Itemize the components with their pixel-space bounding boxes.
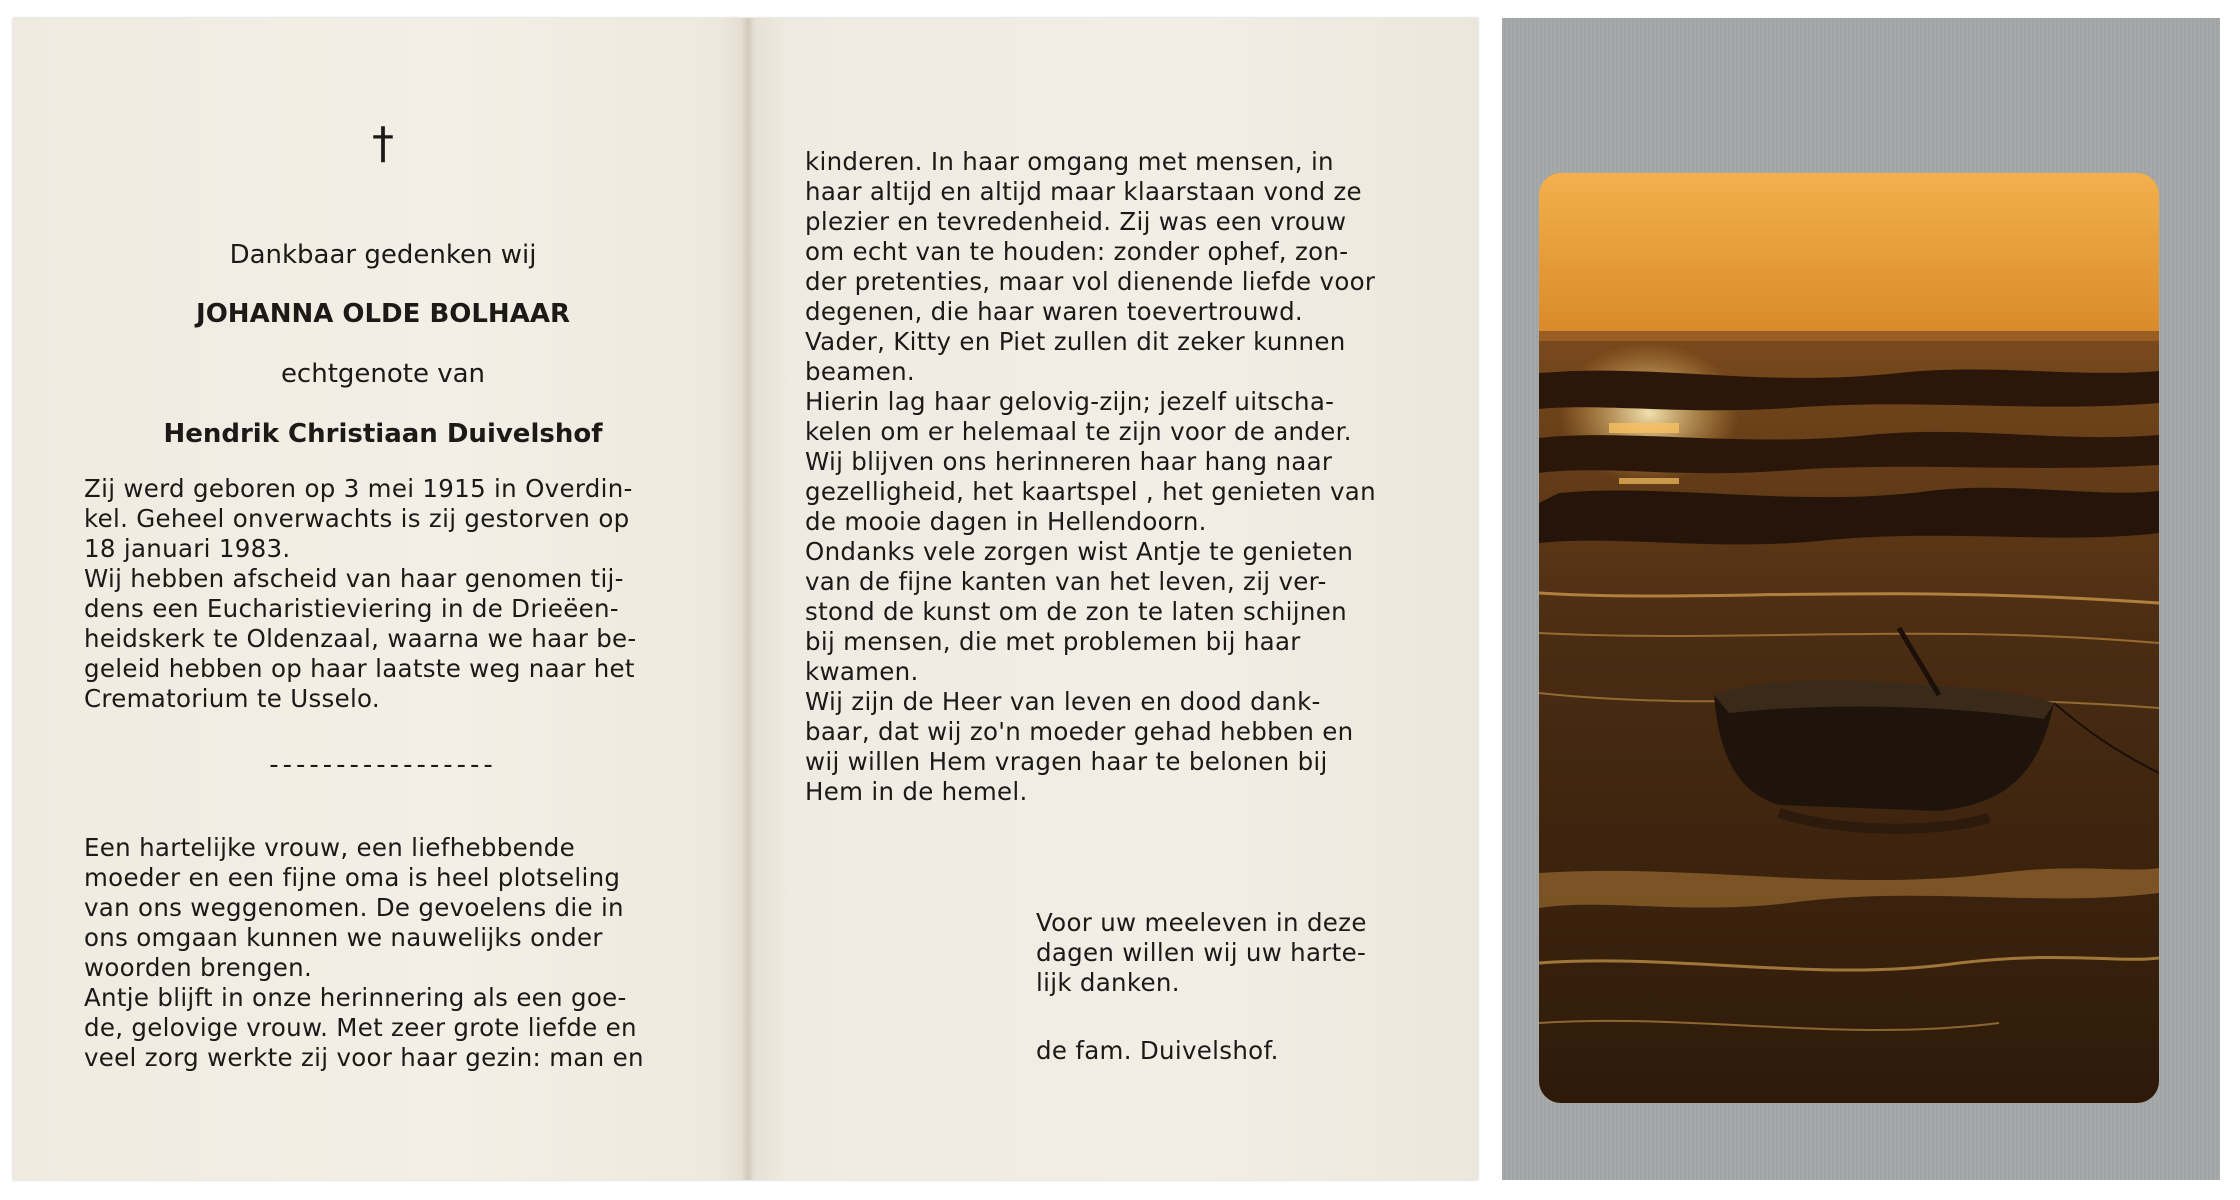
text-line: lijk danken. xyxy=(1036,968,1180,997)
text-line: der pretenties, maar vol dienende liefde voor xyxy=(805,267,1376,296)
text-line: de mooie dagen in Hellendoorn. xyxy=(805,507,1207,536)
left-paragraphs-top xyxy=(84,474,690,714)
memorial-card-cover xyxy=(1502,18,2220,1180)
text-line: beamen. xyxy=(805,357,915,386)
text-line: plezier en tevredenheid. Zij was een vrouw xyxy=(805,207,1347,236)
text-line: Voor uw meeleven in deze xyxy=(1036,908,1367,937)
spouse-label: echtgenote van xyxy=(280,359,486,389)
thanks-block xyxy=(1036,908,1436,998)
sunset-boat-photo xyxy=(1539,173,2159,1103)
text-line: ons omgaan kunnen we nauwelijks onder xyxy=(84,923,603,952)
text-line: Wij hebben afscheid van haar genomen tij- xyxy=(84,564,624,593)
text-line: moeder en een fijne oma is heel plotseling xyxy=(84,863,621,892)
text-line: wij willen Hem vragen haar te belonen bij xyxy=(805,747,1328,776)
text-line: kinderen. In haar omgang met mensen, in xyxy=(805,147,1334,176)
text-line: bij mensen, die met problemen bij haar xyxy=(805,627,1301,656)
cross-icon: † xyxy=(372,118,394,169)
text-line: Hierin lag haar gelovig-zijn; jezelf uitscha- xyxy=(805,387,1335,416)
text-line: 18 januari 1983. xyxy=(84,534,291,563)
sunset-boat-image xyxy=(1539,173,2159,1103)
deceased-name: JOHANNA OLDE BOLHAAR xyxy=(196,299,570,329)
signature: de fam. Duivelshof. xyxy=(1036,1036,1279,1065)
text-line: kelen om er helemaal te zijn voor de ander. xyxy=(805,417,1352,446)
text-line: kwamen. xyxy=(805,657,919,686)
text-line: veel zorg werkte zij voor haar gezin: man en xyxy=(84,1043,644,1072)
text-line: dens een Eucharistieviering in de Drieëen- xyxy=(84,594,619,623)
text-line: de, gelovige vrouw. Met zeer grote liefde en xyxy=(84,1013,637,1042)
text-line: kel. Geheel onverwachts is zij gestorven op xyxy=(84,504,630,533)
text-line: van de fijne kanten van het leven, zij ver- xyxy=(805,567,1327,596)
right-paragraphs xyxy=(805,147,1409,807)
left-paragraphs-bottom xyxy=(84,833,690,1073)
text-line: degenen, die haar waren toevertrouwd. xyxy=(805,297,1304,326)
text-line: haar altijd en altijd maar klaarstaan vond ze xyxy=(805,177,1362,206)
text-line: dagen willen wij uw harte- xyxy=(1036,938,1367,967)
text-line: gezelligheid, het kaartspel , het genieten van xyxy=(805,477,1376,506)
text-line: Ondanks vele zorgen wist Antje te genieten xyxy=(805,537,1354,566)
text-line: Zij werd geboren op 3 mei 1915 in Overdin- xyxy=(84,474,633,503)
card-fold xyxy=(741,18,755,1180)
spouse-name: Hendrik Christiaan Duivelshof xyxy=(163,419,603,449)
text-line: Hem in de hemel. xyxy=(805,777,1028,806)
divider-dashes: ----------------- xyxy=(269,750,497,780)
text-line: stond de kunst om de zon te laten schijnen xyxy=(805,597,1347,626)
text-line: Wij blijven ons herinneren haar hang naar xyxy=(805,447,1333,476)
text-line: Vader, Kitty en Piet zullen dit zeker kunnen xyxy=(805,327,1346,356)
text-line: woorden brengen. xyxy=(84,953,313,982)
text-line: Crematorium te Usselo. xyxy=(84,684,381,713)
text-line: baar, dat wij zo'n moeder gehad hebben en xyxy=(805,717,1354,746)
text-line: Antje blijft in onze herinnering als een goe- xyxy=(84,983,627,1012)
intro-text: Dankbaar gedenken wij xyxy=(229,240,537,270)
text-line: heidskerk te Oldenzaal, waarna we haar be- xyxy=(84,624,637,653)
text-line: Een hartelijke vrouw, een liefhebbende xyxy=(84,833,576,862)
text-line: om echt van te houden: zonder ophef, zon- xyxy=(805,237,1349,266)
text-line: Wij zijn de Heer van leven en dood dank- xyxy=(805,687,1321,716)
memorial-card-inside xyxy=(13,18,1478,1180)
text-line: geleid hebben op haar laatste weg naar het xyxy=(84,654,635,683)
text-line: van ons weggenomen. De gevoelens die in xyxy=(84,893,624,922)
